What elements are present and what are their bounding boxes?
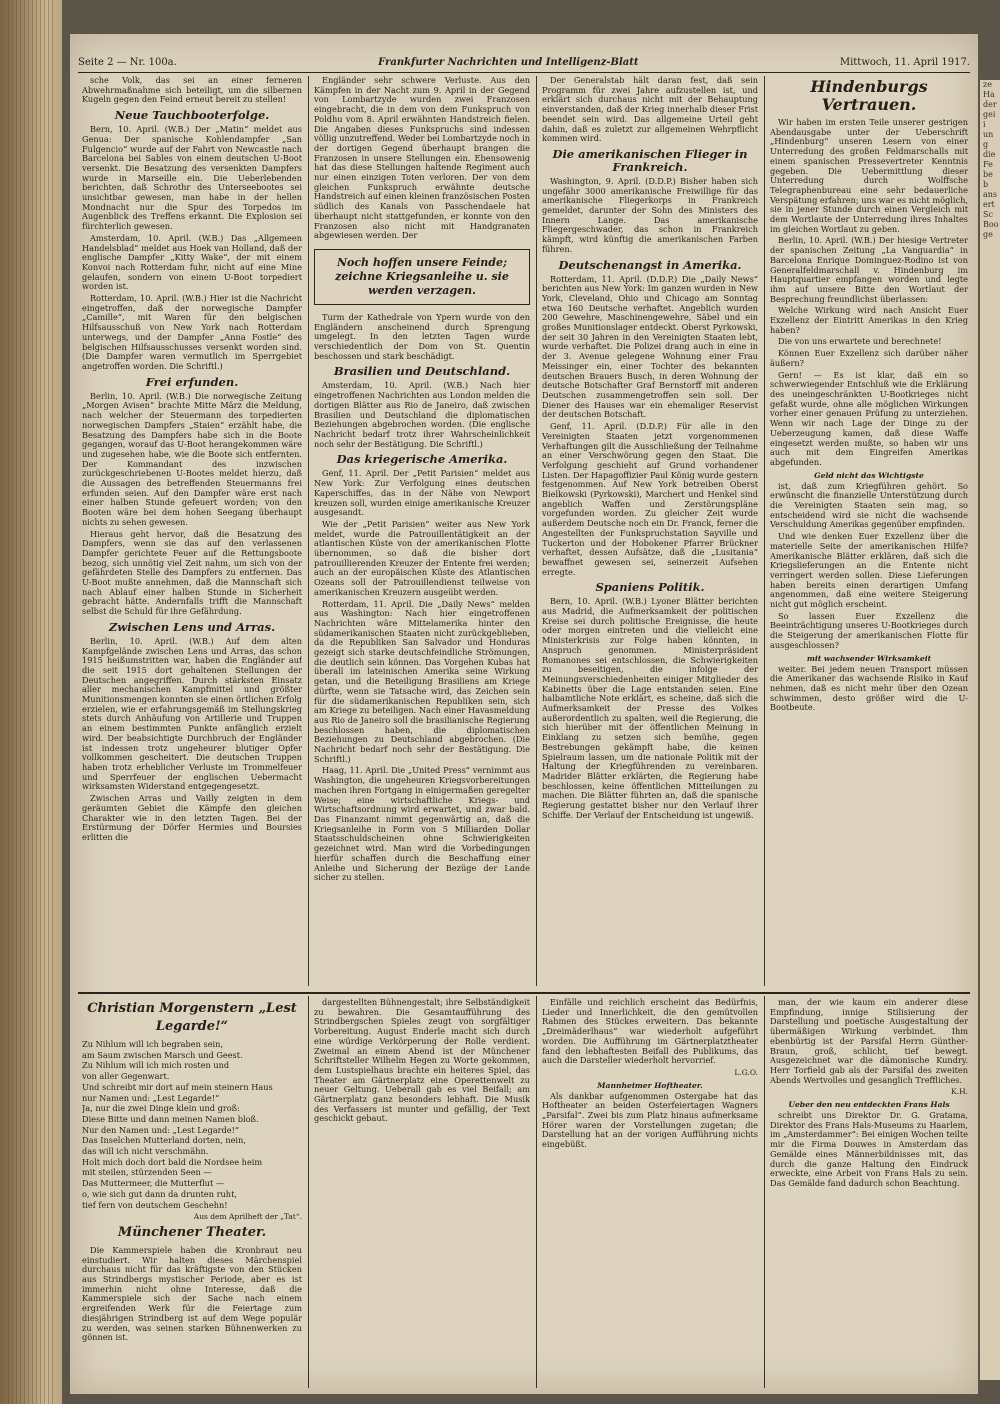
article-text: So lassen Euer Exzellenz die Beeinträchtigung unseres U-Bootkrieges durch die Steigerung der amerikanischen Flotte für ausgeschlossen? [770, 610, 968, 650]
article-text: Amsterdam, 10. April. (W.B.) Nach hier eingetroffenen Nachrichten aus London melden die dortigen Blätter aus Rio de Janeiro, daß zwischen Brasilien und Deutschland die diplomatischen Beziehungen abgebrochen worden. (Die englische Nachricht bedarf trotz ihrer Wahrscheinlichkeit noch sehr der Bestätigung. Die Schriftl.) [314, 380, 530, 449]
headline-mannheim: Mannheimer Hoftheater. [597, 1080, 703, 1090]
article-text: man, der wie kaum ein anderer diese Empfindung, innige Stilisierung der Darstellung und poetische Ausgestaltung der übermäßigen Wirkung verbindet. Ihm ebenbürtig ist der Parsifal Herrn Günther-Braun, groß, schlicht, tief bewegt. Ausgezeichnet war die dämonische Kundry. Herr Torfield gab als der Parsifal des zweiten Abends Wertvolles und gesanglich Treffliches. [770, 998, 968, 1085]
article-text: Turm der Kathedrale von Ypern wurde von den Engländern anscheinend durch Sprengung umgelegt. In den letzten Tagen wurde verschiedentlich der Dom von St. Quentin beschossen und stark beschädigt. [314, 311, 530, 361]
signature: K.H. [951, 1087, 968, 1097]
column-divider [536, 996, 537, 1388]
article-text: ist, daß zum Kriegführen gehört. So erwünscht die finanzielle Unterstützung durch die Vereinigten Staaten sein mag, so entscheidend wird sie nicht die wachsende Verschuldung Amerikas gegenüber empfinden. [770, 480, 968, 530]
poem-line: Zu Nihlum will ich mich rosten und [82, 1060, 230, 1071]
article-text: Genf, 11. April. Der „Petit Parisien“ meldet aus New York: Zur Verfolgung eines deutschen Kaperschiffes, das in der Nähe von Newport kreuzen soll, wurden einige amerikanische Kreuzer ausgesandt. [314, 468, 530, 518]
article-text: schreibt uns Direktor Dr. G. Gratama, Direktor des Frans Hals-Museums zu Haarlem, im „Amsterdammer“: Bei einigen Wochen teilte mir die Firma Douwes in Amsterdam das Gemälde eines Männerbildnisses mit, das durch die ganze Haltung den Eindruck erweckte, eine Arbeit von Frans Hals zu sein. Das Gemälde fand dadurch schon Beachtung. [770, 1110, 968, 1188]
article-text: Und wie denken Euer Exzellenz über die materielle Seite der amerikanischen Hilfe? Amerikanische Blätter erklären, daß sich die Kriegslieferungen an die Entente nicht verringert werden sollen. Diese Lieferungen haben bereits einen derartigen Umfang angenommen, daß eine weitere Steigerung nicht gut möglich erscheint. [770, 531, 968, 610]
feuilleton-column-2 [314, 998, 530, 1390]
signature: L.G.O. [734, 1067, 758, 1077]
poem-title: Christian Morgenstern „Lest Legarde!“ [87, 1001, 297, 1034]
edge-text: Fe [983, 160, 993, 169]
edge-text: Ha [983, 90, 995, 99]
edge-text: gei [983, 110, 996, 119]
poem [82, 1040, 302, 1210]
article-text: dargestellten Bühnengestalt; ihre Selbständigkeit zu bewahren. Die Gesamtaufführung des Strindbergschen Spieles zeugt von sorgfältiger Vorbereitung. August Enderle macht sich durch eine würdige Verkörperung der Rolle verdient. Zweimal an einem Abend ist der Münchener Schriftsteller Wilhelm Hegen zu Worte gekommen, dem Lustspielhaus brachte ein heiteres Spiel, das Theater am Gärtnerplatz eine Operettenwelt zu neuer Geltung. Ueberall gab es viel Beifall; am Gärtnerplatz ganz besonders lebhaft. Die Musik des Verfassers ist munter und gefällig, der Text geschickt gebaut. [314, 998, 530, 1124]
headline-deutschenangst: Deutschenangst in Amerika. [558, 257, 742, 272]
column-4 [770, 76, 968, 988]
feuilleton-column-3 [542, 998, 758, 1390]
edge-text: ge [983, 230, 993, 239]
feuilleton-rule [78, 992, 970, 994]
poem-line: Das Inselchen Mutterland dorten, nein, [82, 1135, 246, 1146]
edge-text: die [983, 150, 996, 159]
article-text: Gern! — Es ist klar, daß ein so schwerwiegender Entschluß wie die Erklärung des uneingeschränkten U-Bootkrieges nicht gefaßt wurde, ohne alle möglichen Wirkungen vorher einer genauen Prüfung zu unterziehen. Wenn wir nach Lage der Dinge zu der Ueberzeugung kamen, daß diese Waffe eingesetzt werden mußte, so haben wir uns auch mit dem Eingreifen Amerikas abgefunden. [770, 369, 968, 467]
header-left: Seite 2 — Nr. 100a. [78, 57, 177, 68]
article-text: Berlin, 10. April. (W.B.) Der hiesige Vertreter der spanischen Zeitung „La Vanguardia“ in Barcelona Enrique Dominguez-Rodino ist von Generalfeldmarschall v. Hindenburg im Hauptquartier empfangen worden und legte ihm auf unsere Bitte den Wortlaut der Besprechung freundlichst überlassen: [770, 235, 968, 304]
poem-line: Nur den Namen und: „Lest Legarde!“ [82, 1124, 240, 1135]
article-text: Der Generalstab hält daran fest, daß sein Programm für zwei Jahre aufzustellen ist, und erklärt sich durchaus nicht mit der Behauptung einverstanden, daß der Krieg innerhalb dieser Frist beendet sein wird. Das allgemeine Urteil geht dahin, daß es zuletzt zur allgemeinen Wehrpflicht kommen wird. [542, 76, 758, 144]
edge-text: ert [983, 200, 995, 209]
adjacent-page-edge [980, 80, 1000, 1380]
binding-lines [8, 0, 54, 1404]
headline-kriegerische-amerika: Das kriegerische Amerika. [336, 452, 508, 467]
article-text: Die von uns erwartete und berechnete! [778, 336, 942, 347]
article-text: Haag, 11. April. Die „United Press“ vernimmt aus Washington, die ungeheuren Kriegsvorbereitungen machen ihren Fortgang in einigermaßen geregelter Weise; eine wirtschaftliche Kriegs- und Wirtschaftsordnung wird erwartet, und zwar bald. Das Finanzamt nimmt gegenwärtig an, daß die Kriegsanleihe in Form von 5 Milliarden Dollar Staatsschuldscheinen ohne Schwierigkeiten gezeichnet wird. Man wird die Vorbedingungen hierfür schaffen durch die Beschaffung einer Anleihe und Sicherung der Bezüge der Lande sicher zu stellen. [314, 765, 530, 883]
article-text: Hieraus geht hervor, daß die Besatzung des Dampfers, wenn sie das auf den verlassenen Dampfer gerichtete Feuer auf die Rettungsboote bezog, sich unnötig viel Zeit nahm, um sich von der gefährdeten Stelle des Dampfers zu entfernen. Das U-Boot mußte annehmen, daß die Mannschaft sich nach Ablauf einer halben Stunde in Sicherheit gebracht hätte. Andernfalls trifft die Mannschaft selbst die Schuld für ihre Gefährdung. [82, 528, 302, 617]
poem-line: Und schreibt mir dort auf mein steinern Haus [82, 1081, 273, 1092]
edge-text: ze [983, 80, 992, 89]
column-2 [314, 76, 530, 988]
edge-text: i [983, 120, 986, 129]
article-text: Wir haben im ersten Teile unserer gestrigen Abendausgabe unter der Ueberschrift „Hindenburg“ unseren Lesern von einer Unterredung des großen Feldmarschalls mit einem spanischen Pressevertreter Kenntnis gegeben. Die Uebermittlung dieser Unterredung durch Wolffsche Telegraphenbureau eine sehr bedauerliche Verspätung erfahren; uns war es nicht möglich, sie in jener Stunde durch einen Vergleich mit dem Wortlaute der Unterredung ihres Inhaltes im gleichen Wortlaut zu geben. [770, 117, 968, 234]
edge-text: un [983, 130, 994, 139]
edge-text: ans [983, 190, 998, 199]
article-text: Berlin, 10. April. (W.B.) Die norwegische Zeitung „Morgen Avisen“ brachte Mitte März die Meldung, nach welcher der Steuermann des torpedierten norwegischen Dampfers „Staien“ erzählt habe, die Besatzung des Dampfers habe sich in die Boote gegangen, worauf das U-Boot herangekommen wäre und zugesehen habe, wie die Boote sich entfernten. Der Kommandant des inzwischen zurückgeschriebenen U-Bootes meldet hierzu, daß die Aussagen des betreffenden Steuermanns frei erfunden seien. Auf den Dampfer wäre erst nach einer halben Stunde gefeuert worden; von den Booten wäre bei dem hohen Seegang überhaupt nichts zu sehen gewesen. [82, 390, 302, 527]
headline-hindenburg: Hindenburgs Vertrauen. [810, 77, 928, 114]
poem-line: Holt mich doch dort bald die Nordsee heim [82, 1156, 263, 1167]
book-binding [0, 0, 62, 1404]
poem-line: tief fern von deutschem Geschehn! [82, 1199, 228, 1210]
article-text: Welche Wirkung wird nach Ansicht Euer Exzellenz der Eintritt Amerikas in den Krieg haben? [770, 305, 968, 335]
header-date: Mittwoch, 11. April 1917. [839, 57, 970, 68]
article-text: Die Kammerspiele haben die Kronbraut neu einstudiert. Wir halten dieses Märchenspiel durchaus nicht für das kräftigste von den Stücken aus Strindbergs mystischer Periode, aber es ist immerhin nicht ohne Interesse, daß die Kammerspiele sich der Sache nach einem ergreifenden Werk für die Feiertage zum diesjährigen Strindberg ist auf dem Wege populär zu werden, was seinen starken Bühnenwerken zu gönnen ist. [82, 1244, 302, 1343]
poem-line: das will ich nicht verschmähn. [82, 1146, 209, 1157]
edge-text: der [983, 100, 997, 109]
newspaper-page [70, 34, 978, 1394]
poem-source: Aus dem Aprilheft der „Tat“. [193, 1212, 302, 1222]
article-text: Wie der „Petit Parisien“ weiter aus New York meldet, wurde die Patrouillentätigkeit an der atlantischen Küste von der amerikanischen Flotte übernommen, so daß die bisher dort patrouillierenden Kreuzer der Entente frei werden; auch an der europäischen Küste des Atlantischen Ozeans soll der Patrouillendienst teilweise von amerikanischen Kreuzern ausgeübt werden. [314, 518, 530, 597]
article-text: Washington, 9. April. (D.D.P.) Bisher haben sich ungefähr 3000 amerikanische Freiwillige für das amerikanische Fliegerkorps in Frankreich gemeldet, darunter der Sohn des Ministers des Innern Lange. Das amerikanische Fliegergeschwader, das schon in Frankreich kämpft, wird künftig die amerikanischen Farben führen. [542, 175, 758, 254]
headline-theater: Münchener Theater. [117, 1224, 267, 1240]
feuilleton-column-4 [770, 998, 968, 1390]
column-divider [536, 76, 537, 986]
headline-frei-erfunden: Frei erfunden. [145, 374, 239, 389]
article-text: Engländer sehr schwere Verluste. Aus den Kämpfen in der Nacht zum 9. April in der Gegend von Lombartzyde wurden zwei Franzosen eingebracht, die in dem von dem Funkspruch von Poldhu vom 8. April erwähnten Handstreich fielen. Die Angaben dieses Funkspruchs sind indessen völlig unzutreffend. Weder bei Lombartzyde noch in der dortigen Gegend überhaupt brangen die Franzosen in unsere Stellungen ein. Ebensowenig hat das diese Stellungen haltende Regiment auch nur einen einzigen Toten verloren. Der von dem gleichen Funkspruch erwähnte deutsche Handstreich auf einen kleinen französischen Posten südlich des Kanals von Passchendaele hat überhaupt nicht stattgefunden, er konnte von den Franzosen also nicht mit Handgranaten abgewiesen werden. Der [314, 76, 530, 241]
poem-line: von aller Gegenwart. [82, 1071, 170, 1082]
poem-line: mit steilen, stürzenden Seen — [82, 1167, 212, 1178]
headline-flieger: Die amerikanischen Flieger in Frankreich. [552, 146, 748, 174]
article-text: Bern, 10. April. (W.B.) Lyoner Blätter berichten aus Madrid, die Aufmerksamkeit der politischen Kreise sei durch politische Ereignisse, die heute oder morgen eintreten und die vielleicht eine Ministerkrisis zur Folge haben könnten, in Anspruch genommen. Ministerpräsident Romanones sei entschlossen, die Schwierigkeiten zu beseitigen, die infolge der Meinungsverschiedenheiten einiger Mitglieder des Kabinetts über die Lage entstanden seien. Eine halbamtliche Note erklärt, es scheine, daß sich die Aufmerksamkeit der Presse des Volkes außerordentlich zu spalten, weil die Regierung, die sich hierüber mit der öffentlichen Meinung in Einklang zu setzen sich bemühe, gegen Bestrebungen gekämpft habe, die keinen Spielraum lassen, um die nationale Politik mit der Haltung der Kriegführenden zu vereinbaren. Madrider Blätter erklärten, die Regierung habe beschlossen, keine öffentlichen Mitteilungen zu machen. Die Blätter führten an, daß die spanische Regierung gestattet bisher nur den Verlauf ihrer Schiffe. Der Verlauf der Entscheidung ist ungewiß. [542, 596, 758, 820]
column-divider [308, 996, 309, 1388]
poem-line: Diese Bitte und dann meinen Namen bloß. [82, 1113, 259, 1124]
headline-tauchboot: Neue Tauchbooterfolge. [114, 108, 270, 123]
edge-text: Sc [983, 210, 993, 219]
article-text: Zwischen Arras und Vailly zeigten in dem geräumten Gebiet die Kämpfe den gleichen Charakter wie in den letzten Tagen. Bei der Erstürmung der Dörfer Hermies und Boursies erlitten die [82, 793, 302, 842]
subheading-geld: Geld nicht das Wichtigste [814, 470, 924, 480]
edge-text: b [983, 180, 989, 189]
edge-text: be [983, 170, 993, 179]
headline-lens-arras: Zwischen Lens und Arras. [108, 619, 276, 634]
poem-line: nur Namen und: „Lest Legarde!“ [82, 1092, 220, 1103]
column-divider [308, 76, 309, 986]
header-title: Frankfurter Nachrichten und Intelligenz-Blatt [378, 57, 639, 68]
subheading-wirksamkeit: mit wachsender Wirksamkeit [806, 653, 932, 663]
article-text: Berlin, 10. April. (W.B.) Auf dem alten Kampfgelände zwischen Lens und Arras, das schon 1915 heißumstritten war, haben die Engländer auf die seit 1915 dort gehaltenen Stellungen der Deutschen angegriffen. Durch stärksten Einsatz aller mechanischen Kampfmittel und größter Munitionsmengen konnten sie einen örtlichen Erfolg erzielen, wie er erfahrungsgemäß im Stellungskrieg stets durch Anhäufung von Artillerie und Truppen an einem bestimmten Punkte anfänglich erzielt wird. Der beabsichtigte Durchbruch der Engländer ist indessen trotz ungeheurer blutiger Opfer vollkommen gescheitert. Die deutschen Truppen haben trotz erheblicher Verluste im Trommelfeuer und Sperrfeuer der englischen Uebermacht wirksamsten Widerstand entgegengesetzt. [82, 635, 302, 792]
article-text: Genf, 11. April. (D.D.P.) Für alle in den Vereinigten Staaten jetzt vorgenommenen Verhaftungen gilt die Ausschließung der Teilnahme an einer Verschwörung gegen den Staat. Die Verfolgung geschieht auf Grund vorhandener Listen. Der Hapagoffizier Paul König wurde gestern festgenommen. Auf New York betreiben Oberst Bielkowski (Pyrkowski), Marchert und Henkel sind angeblich Waffen und Zerstörungspläne vorgefunden worden. Zu gleicher Zeit wurde außerdem Deutsche noch ein Dr. Franck, ferner die Angestellten der Funkspruchstation Sayville und Tuckerton und der Hobokener Pfarrer Brückner verhaftet, dessen Aufsätze, daß die „Lusitania“ bewaffnet gewesen sei, seinerzeit Aufsehen erregte. [542, 421, 758, 577]
war-bond-box: Noch hoffen unsere Feinde; zeichne Kriegsanleihe u. sie werden verzagen. [314, 249, 530, 305]
poem-line: o, wie sich gut dann da drunten ruht, [82, 1188, 237, 1199]
poem-line: am Saum zwischen Marsch und Geest. [82, 1049, 243, 1060]
poem-line: Zu Nihlum will ich begraben sein, [82, 1039, 224, 1049]
poem-line: Das Muttermeer, die Mutterflut — [82, 1178, 225, 1189]
feuilleton-column-1 [82, 998, 302, 1390]
edge-text: Boo [983, 220, 999, 229]
article-text: Bern, 10. April. (W.B.) Der „Matin“ meldet aus Genua: Der spanische Kohlendampfer „San Fulgencio“ wurde auf der Fahrt von Newcastle nach Barcelona bei Sables von einem deutschen U-Boot versenkt. Die Besatzung des versenkten Dampfers wurde in Marseille ein. Die Ueberlebenden berichten, daß Schrothr des Unterseebootes sei unsichtbar gewesen, man habe in der hellen Mondnacht nur die Spur des Torpedos im Augenblick des Treffens erkannt. Die Explosion sei fürchterlich gewesen. [82, 124, 302, 232]
article-text: Als dankbar aufgenommen Ostergabe hat das Hoftheater an beiden Osterfeiertagen Wagners „Parsifal“. Zwei bis zum Platz hinaus aufmerksame Hörer waren der Vorstellungen zugetan; die Darstellung hat an der vorigen Aufführung nichts eingebüßt. [542, 1090, 758, 1150]
article-text: sche Volk, das sei an einer ferneren Abwehrmaßnahme sich beteiligt, um die silbernen Kugeln gegen den Feind erneut bereit zu stellen! [82, 76, 302, 105]
column-1 [82, 76, 302, 988]
header-rule [78, 72, 970, 73]
article-text: Rotterdam, 11. April. (D.D.P.) Die „Daily News“ berichten aus New York: Im ganzen wurden in New York, Cleveland, Ohio und Chicago am Sonntag etwa 160 Deutsche verhaftet. Angeblich wurden 200 Gewehre, Maschinengewehre, Säbel und ein großes Munitionslager entdeckt. Oberst Pyrkowski, der seit 30 Jahren in den Vereinigten Staaten lebt, wurde verhaftet. Die Polizei drang auch in eine in der 3. Avenue gelegene Wohnung einer Frau Meissinger ein, einer Tochter des bekannten deutschen Brauers Busch, in deren Wohnung der deutsche Botschafter Graf Bernstorff mit anderen Deutschen zusammengetroffen sein soll. Der Diener des Hauses war ein ehemaliger Reservist der deutschen Botschaft. [542, 273, 758, 420]
article-text: Amsterdam, 10. April. (W.B.) Das „Allgemeen Handelsblad“ meldet aus Hoek van Holland, daß der englische Dampfer „Kitty Wake“, der mit einem Konvoi nach Rotterdam fuhr, nicht auf eine Mine gelaufen, sondern von einem U-Boot torpediert worden ist. [82, 232, 302, 292]
column-divider [764, 76, 765, 986]
headline-spanien: Spaniens Politik. [595, 580, 705, 595]
poem-line: Ja, nur die zwei Dinge klein und groß: [82, 1103, 240, 1114]
article-text: Rotterdam, 10. April. (W.B.) Hier ist die Nachricht eingetroffen, daß der norwegische Dampfer „Camille“, mit Waren für den belgischen Hilfsausschuß von New York nach Rotterdam unterwegs, und der Dampfer „Anna Fostle“ des belgischen Hilfsausschusses versenkt worden sind. (Die Dampfer waren vermutlich im Sperrgebiet angetroffen worden. Die Schriftl.) [82, 293, 302, 371]
page-header [78, 57, 970, 68]
headline-frans-hals: Ueber den neu entdeckten Frans Hals [788, 1100, 950, 1110]
edge-text: g [983, 140, 989, 149]
column-divider [764, 996, 765, 1388]
headline-brasilien: Brasilien und Deutschland. [333, 364, 511, 379]
article-text: Können Euer Exzellenz sich darüber näher äußern? [770, 348, 968, 368]
column-3 [542, 76, 758, 988]
article-text: Einfälle und reichlich erscheint das Bedürfnis, Lieder und Innerlichkeit, die den gemütvollen Rahmen des Stückes erweitern. Das bekannte „Dreimäderlhaus“ war wiederholt aufgeführt worden. Die Aufführung im Gärtnerplatztheater fand den lebhaftesten Beifall des Publikums, das auch die Darsteller wiederholt hervorrief. [542, 998, 758, 1066]
article-text: weiter. Bei jedem neuen Transport müssen die Amerikaner das wachsende Risiko in Kauf nehmen, daß es nicht mehr über den Ozean schwimmen, desto größer wird die U-Bootbeute. [770, 663, 968, 713]
article-text: Rotterdam, 11. April. Die „Daily News“ melden aus Washington: Nach hier eingetroffenen Nachrichten wäre Mittelamerika hinter den südamerikanischen Staaten nicht zurückgeblieben, da die Republiken San Salvador und Honduras gezeigt sich starke deutschfeindliche Strömungen, die deutlich sein können. Das Vorgehen Kubas hat überall im lateinischen Amerika seine Wirkung getan, und die Beteiligung Brasiliens am Kriege dürfte, wenn sie Tatsache wird, das Zeichen sein für die südamerikanischen Republiken sein, sich am Kriege zu beteiligen. Nach einer Havasmeldung aus Rio de Janeiro soll die brasilianische Regierung beschlossen haben, die diplomatischen Beziehungen zu Deutschland abgebrochen. (Die Nachricht bedarf noch sehr der Bestätigung. Die Schriftl.) [314, 598, 530, 764]
